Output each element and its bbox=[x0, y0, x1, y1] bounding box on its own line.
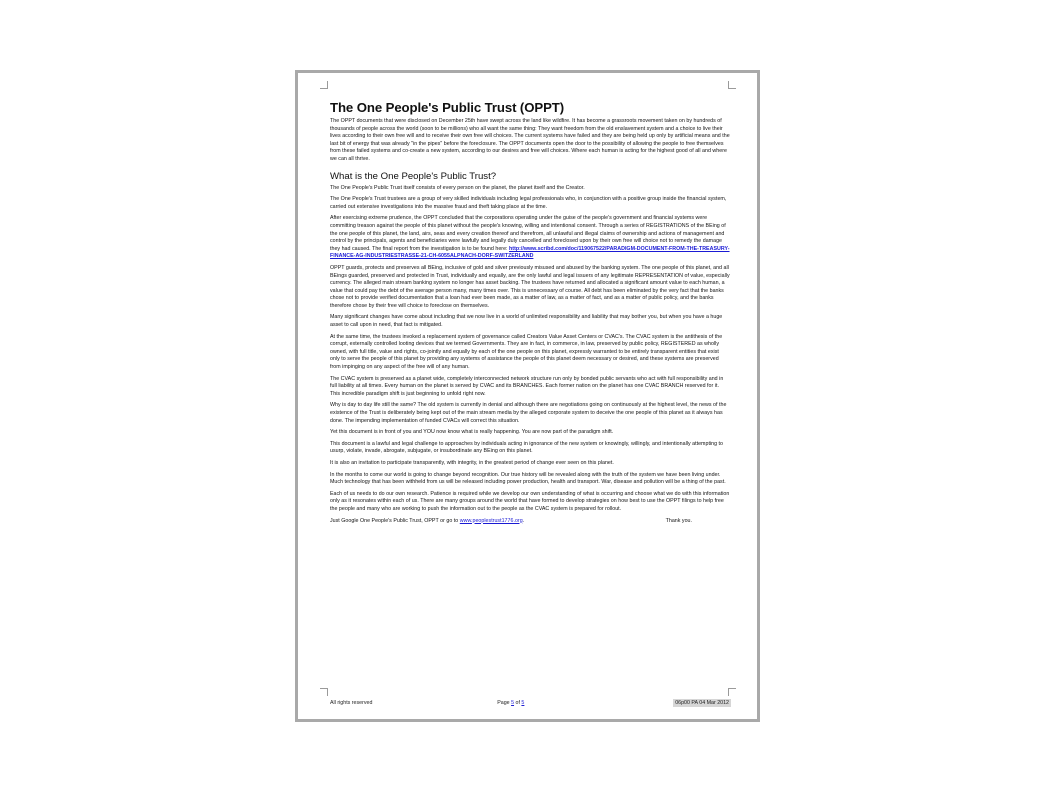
paragraph-13: Each of us needs to do our own research. Patience is required while we develop our own understanding of what is occurring and choose what we do with this information only as it resonates within each of us. There are many groups around the world that have formed to develop strategies on how best to use the OPPT filings to help free the people and many who are working to push the information out to the people as the CVAC system is prepared for rollout. bbox=[330, 490, 730, 512]
paragraph-3-text: After exercising extreme prudence, the OPPT concluded that the corporations operating under the guise of the people's government and financial systems were committing treason against the people of this planet without the people's knowing, willing and intentional consent. Through a series of REGISTRATIONS of the BEing of the one people of this planet, the land, airs, seas and every creation thereof and therefrom, all unlawful and illegal claims of ownership and actions of management and control by the principals, agents and beneficiaries were lawfully and legally duly cancelled and foreclosed upon by their own free will choice not to remedy the damage they had caused. The final report from the investigation is to be found here: bbox=[330, 215, 726, 252]
closing-suffix: . bbox=[522, 517, 525, 524]
page-current: 5 bbox=[511, 700, 515, 706]
page-label: Page bbox=[497, 700, 510, 706]
page-total: 5 bbox=[521, 700, 525, 706]
document-title: The One People's Public Trust (OPPT) bbox=[330, 100, 565, 115]
paragraph-10: This document is a lawful and legal challenge to approaches by individuals acting in ignorance of the new system or knowingly, willingly, and intentionally attempting to usurp, violate, invade, abrogate, subjugate, or insubordinate any BEing on this planet. bbox=[330, 440, 724, 455]
paragraph-3 bbox=[330, 215, 730, 261]
section-heading: What is the One People's Public Trust? bbox=[330, 170, 497, 182]
corner-mark-top-right bbox=[728, 81, 736, 89]
paragraph-11: It is also an invitation to participate transparently, with integrity, in the greatest period of change ever seen on this planet. bbox=[330, 459, 614, 466]
paragraph-6: At the same time, the trustees invoked a replacement system of governance called Creators Value Asset Centers or CVAC's. The CVAC system is the antithesis of the corrupt, externally controlled looting devices that we termed Governments. They are in fact, in commerce, in law, preserved by public policy, REGISTERED as wholly owned, with full title, value and rights, co-jointly and equally by each of the one people on this planet, expressly warranted to be entirely transparent entities that exist only to serve the people of this planet by providing any systems of assistance the people of this planet deem necessary or desired, and these systems are preserved from impinging on any aspect of the free will of any human. bbox=[330, 333, 723, 371]
corner-mark-top-left bbox=[320, 81, 328, 89]
website-link[interactable]: www.peoplestrust1776.org bbox=[459, 517, 523, 524]
document-body bbox=[330, 100, 730, 529]
paragraph-7: The CVAC system is preserved as a planet wide, completely interconnected network structure run only by bonded public servants who act with full responsibility and in full liability at all times. Every human on the planet is served by CVAC and its BRANCHES. Each former nation on the planet has one CVAC BRANCH reserved for it. This incredible paradigm shift is just beginning to unfold right now. bbox=[330, 375, 724, 397]
paragraph-4: OPPT guards, protects and preserves all BEing, inclusive of gold and silver previously misused and abused by the banking system. The one people of this planet, and all BEings guarded, preserved and protected in Trust, individually and equally, are the only lawful and legal issuers of any legitimate REPRESENTATION of value, especially currency. The alleged main stream banking system no longer has asset backing. The trustees have returned and allocated a significant amount value to each human, a value that could pay the debt of the average person many, many times over. This is unnecessary of course. All debt has been eliminated by the very fact that the banks chose not to provide verified documentation that a loan had ever been made, as a matter of law, as a matter of fact, and as a matter of public policy, and the banks therefore chose by their free will choice to foreclose on themselves. bbox=[330, 264, 730, 309]
page-of: of bbox=[515, 700, 520, 706]
corner-mark-bottom-right bbox=[728, 688, 736, 696]
closing-text bbox=[330, 518, 524, 526]
footer-page-number bbox=[497, 700, 524, 706]
corner-mark-bottom-left bbox=[320, 688, 328, 696]
report-link[interactable]: http://www.scribd.com/doc/119067522/PARADIGM-DOCUMENT-FROM-THE-TREASURY-FINANCE-AG-INDUSTRIESTRASSE-21-CH-6055ALPNACH-DORF-SWITZERLAND bbox=[330, 245, 730, 260]
paragraph-8: Why is day to day life still the same? The old system is currently in denial and although there are negotiations going on continuously at the highest level, the news of the existence of the Trust is deliberately being kept out of the main stream media by the alleged corporate system to deceive the one people of this planet as it always has done. The impending implementation of funded CVACs will correct this situation. bbox=[330, 402, 727, 424]
thank-you: Thank you. bbox=[665, 517, 692, 524]
paragraph-12: In the months to come our world is going to change beyond recognition. Our true history will be revealed along with the truth of the system we have been living under. Much technology that has been withheld from us will be released including power production, health and transport. War, disease and pollution will be a thing of the past. bbox=[330, 471, 726, 486]
paragraph-2: The One People's Trust trustees are a group of very skilled individuals including legal professionals who, in conjunction with a positive group inside the financial system, carried out extensive investigations into the massive fraud and theft taking place at the time. bbox=[330, 196, 727, 210]
intro-paragraph: The OPPT documents that were disclosed on December 25th have swept across the land like wildfire. It has become a grassroots movement taken on by hundreds of thousands of people across the world (soon to be millions) who all want the same thing: They want freedom from the old enslavement system and a choice to live their lives according to their own free will and to receive their own free will choices. The current systems have failed and they are being held up only by artificial means and the last bit of energy that was already "in the pipes" before the foreclosure. The OPPT documents open the door to the possibility of allowing the people to free themselves from these failed systems and co-create a new system, according to our desires and free will choices. Where each human is acting for the highest good of all and where we can all thrive. bbox=[330, 118, 730, 162]
page-footer bbox=[330, 699, 731, 707]
footer-rights: All rights reserved bbox=[330, 700, 373, 706]
closing-line bbox=[330, 518, 730, 526]
paragraph-1: The One People's Public Trust itself consists of every person on the planet, the planet itself and the Creator. bbox=[330, 184, 585, 191]
footer-timestamp: 06p00 PA 04 Mar 2012 bbox=[675, 700, 729, 706]
closing-prefix: Just Google One People's Public Trust, OPPT or go to bbox=[330, 517, 459, 524]
paragraph-9: Yet this document is in front of you and YOU now know what is really happening. You are now part of the paradigm shift. bbox=[330, 429, 614, 436]
paragraph-5: Many significant changes have come about including that we now live in a world of unlimited responsibility and liability that may bother you, but when you have a huge asset to call upon in need, that fact is mitigated. bbox=[330, 314, 723, 329]
document-page bbox=[298, 73, 757, 719]
